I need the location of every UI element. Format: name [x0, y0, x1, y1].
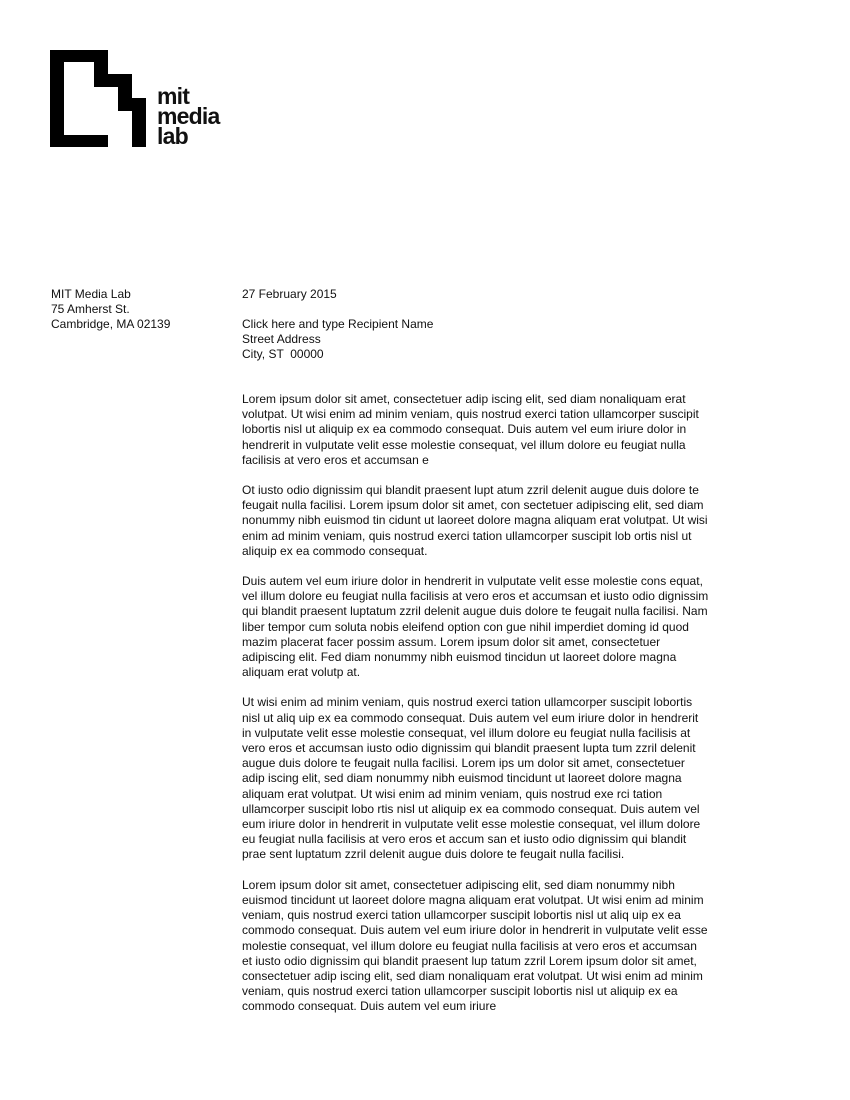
logo-line-mit: mit [157, 83, 190, 109]
body-paragraph: Ut wisi enim ad minim veniam, quis nostrud exerci tation ullamcorper suscipit lobortis nisl ut aliq uip ex ea commodo consequat. Duis autem vel eum iriure dolor in hendrerit in vulputate velit esse molestie consequat, vel illum dolore eu feugiat nulla facilisis at vero eros et accumsan iusto odio dignissim qui blandit praesent lupta tum zzril delenit augue duis dolore te feugait nulla facilisi. Lorem ips um dolor sit amet, consectetuer adip iscing elit, sed diam nonummy nibh euismod tincidunt ut laoreet dolore magna aliquam erat volutpat. Ut wisi enim ad minim veniam, quis nostrud exe rci tation ullamcorper suscipit lobo rtis nisl ut aliquip ex ea commodo consequat. Duis autem vel eum iriure dolor in hendrerit in vulputate velit esse molestie consequat, vel illum dolore eu feugiat nulla facilisis at vero eros et accum san et iusto odio dignissim qui blandit prae sent luptatum zzril delenit augue duis dolore te feugait nulla facilisi. [242, 695, 701, 862]
logo-line-media: media [157, 103, 220, 129]
logo-wordmark [157, 83, 220, 149]
body-paragraph: Ot iusto odio dignissim qui blandit praesent lupt atum zzril delenit augue duis dolore te feugait nulla facilisi. Lorem ipsum dolor sit amet, con sectetuer adipiscing elit, sed diam nonummy nibh euismod tin cidunt ut laoreet dolore magna aliquam erat volutpat. Ut wisi enim ad minim veniam, quis nostrud exerci tation ullamcorper suscipit lob ortis nisl ut aliquip ex ea commodo consequat. [242, 483, 708, 558]
logo-line-lab: lab [157, 123, 188, 149]
body-paragraph: Lorem ipsum dolor sit amet, consectetuer adip iscing elit, sed diam nonaliquam erat volutpat. Ut wisi enim ad minim veniam, quis nostrud exerci tation ullamcorper suscipit lobortis nisl ut aliquip ex ea commodo consequat. Duis autem vel eum iriure dolor in hendrerit in vulputate velit esse molestie consequat, vel illum dolore eu feugiat nulla facilisis at vero eros et accumsan e [242, 392, 699, 467]
sender-name: MIT Media Lab [51, 287, 131, 301]
letter-body [242, 392, 710, 1030]
sender-address [51, 287, 170, 332]
recipient-address [242, 317, 433, 362]
recipient-name-field[interactable]: Click here and type Recipient Name [242, 317, 434, 331]
body-paragraph: Duis autem vel eum iriure dolor in hendrerit in vulputate velit esse molestie cons equat, vel illum dolore eu feugiat nulla facilisis at vero eros et accumsan et iusto odio dignissim qui blandit praesent luptatum zzril delenit augue duis dolore te feugait nulla facilisi. Nam liber tempor cum soluta nobis eleifend option con gue nihil imperdiet doming id quod mazim placerat facer possim assum. Lorem ipsum dolor sit amet, consectetuer adipiscing elit. Fed diam nonummy nibh euismod tincidun ut laoreet dolore magna aliquam erat volutp at. [242, 574, 709, 680]
mit-media-lab-logo-mark-icon [50, 50, 146, 148]
letter-date: 27 February 2015 [242, 287, 337, 301]
mit-media-lab-logo [50, 50, 230, 150]
sender-city: Cambridge, MA 02139 [51, 317, 171, 331]
recipient-street: Street Address [242, 332, 321, 346]
sender-street: 75 Amherst St. [51, 302, 130, 316]
recipient-city: City, ST 00000 [242, 347, 324, 361]
body-paragraph: Lorem ipsum dolor sit amet, consectetuer adipiscing elit, sed diam nonummy nibh euismod tincidunt ut laoreet dolore magna aliquam erat volutpat. Ut wisi enim ad minim veniam, quis nostrud exerci tation ullamcorper suscipit lobortis nisl ut aliq uip ex ea commodo consequat. Duis autem vel eum iriure dolor in hendrerit in vulputate velit esse molestie consequat, vel illum dolore eu feugiat nulla facilisis at vero eros et accumsan et iusto odio dignissim qui blandit praesent lup tatum zzril Lorem ipsum dolor sit amet, consectetuer adip iscing elit, sed diam nonaliquam erat volutpat. Ut wisi enim ad minim veniam, quis nostrud exerci tation ullamcorper suscipit lobortis nisl ut aliquip ex ea commodo consequat. Duis autem vel eum iriure [242, 877, 708, 1014]
